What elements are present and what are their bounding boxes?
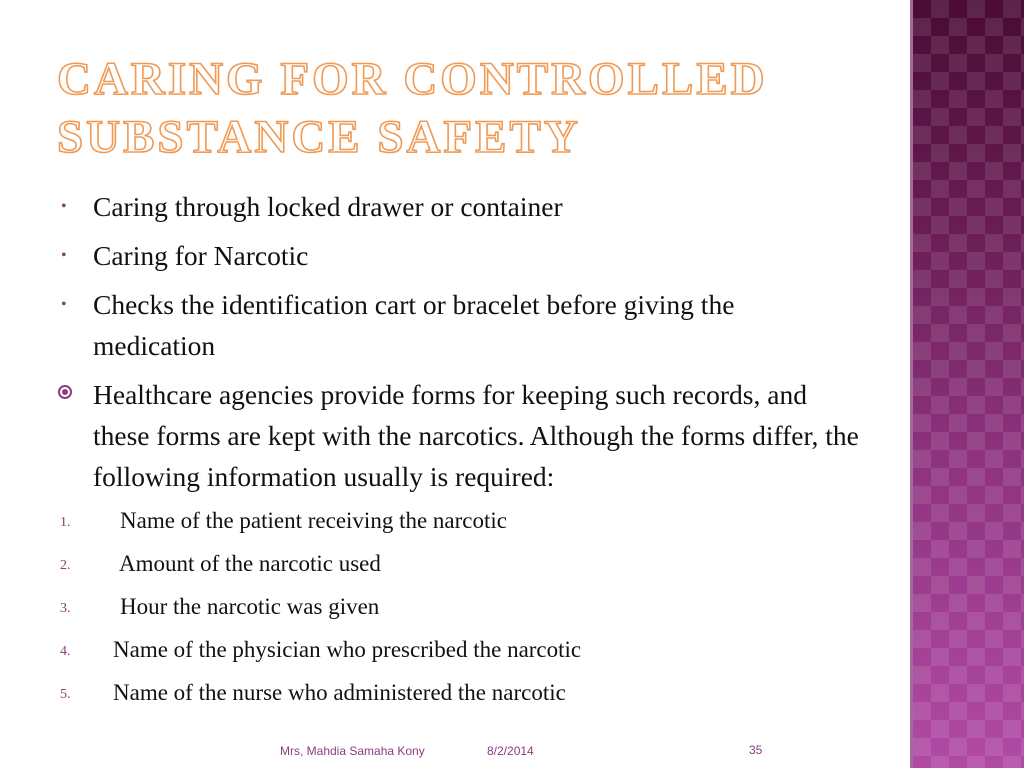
bullet-text: Healthcare agencies provide forms for keeping such records, and these forms are kept with the narcotics. Although the forms differ, the following information usually is required: — [93, 379, 859, 492]
bullet-item — [60, 235, 860, 276]
numbered-item — [60, 591, 860, 634]
numbered-item — [60, 677, 860, 720]
item-number: 2. — [60, 558, 71, 573]
item-number: 3. — [60, 601, 71, 616]
item-text: Name of the physician who prescribed the narcotic — [113, 637, 582, 662]
bullet-text: Caring through locked drawer or container — [93, 191, 563, 222]
footer-author: Mrs, Mahdia Samaha Kony — [280, 744, 425, 758]
bullet-text: Caring for Narcotic — [93, 240, 309, 271]
decorative-side-panel — [913, 0, 1024, 768]
item-text: Amount of the narcotic used — [119, 551, 381, 576]
slide-title: CARING FOR CONTROLLED SUBSTANCE SAFETY — [57, 53, 768, 163]
bullet-item — [60, 186, 860, 227]
item-number: 1. — [60, 515, 71, 530]
item-text: Name of the nurse who administered the narcotic — [113, 680, 566, 705]
item-text: Hour the narcotic was given — [120, 594, 380, 619]
footer-page-number: 35 — [749, 743, 763, 757]
bullet-item-forms — [60, 374, 860, 497]
slide-content — [60, 186, 860, 720]
bullet-dot-icon: • — [61, 198, 67, 215]
item-text: Name of the patient receiving the narcotic — [120, 508, 507, 533]
bullet-text: Checks the identification cart or bracelet before giving the medication — [93, 289, 735, 361]
bullet-dot-icon: • — [61, 247, 67, 264]
numbered-item — [60, 548, 860, 591]
item-number: 4. — [60, 644, 71, 659]
numbered-item — [60, 505, 860, 548]
item-number: 5. — [60, 687, 71, 702]
numbered-list — [60, 505, 860, 720]
footer-date: 8/2/2014 — [487, 744, 534, 758]
bullet-dot-icon: • — [61, 296, 67, 313]
bullet-item — [60, 284, 860, 366]
numbered-item — [60, 634, 860, 677]
target-bullet-icon — [58, 385, 72, 399]
